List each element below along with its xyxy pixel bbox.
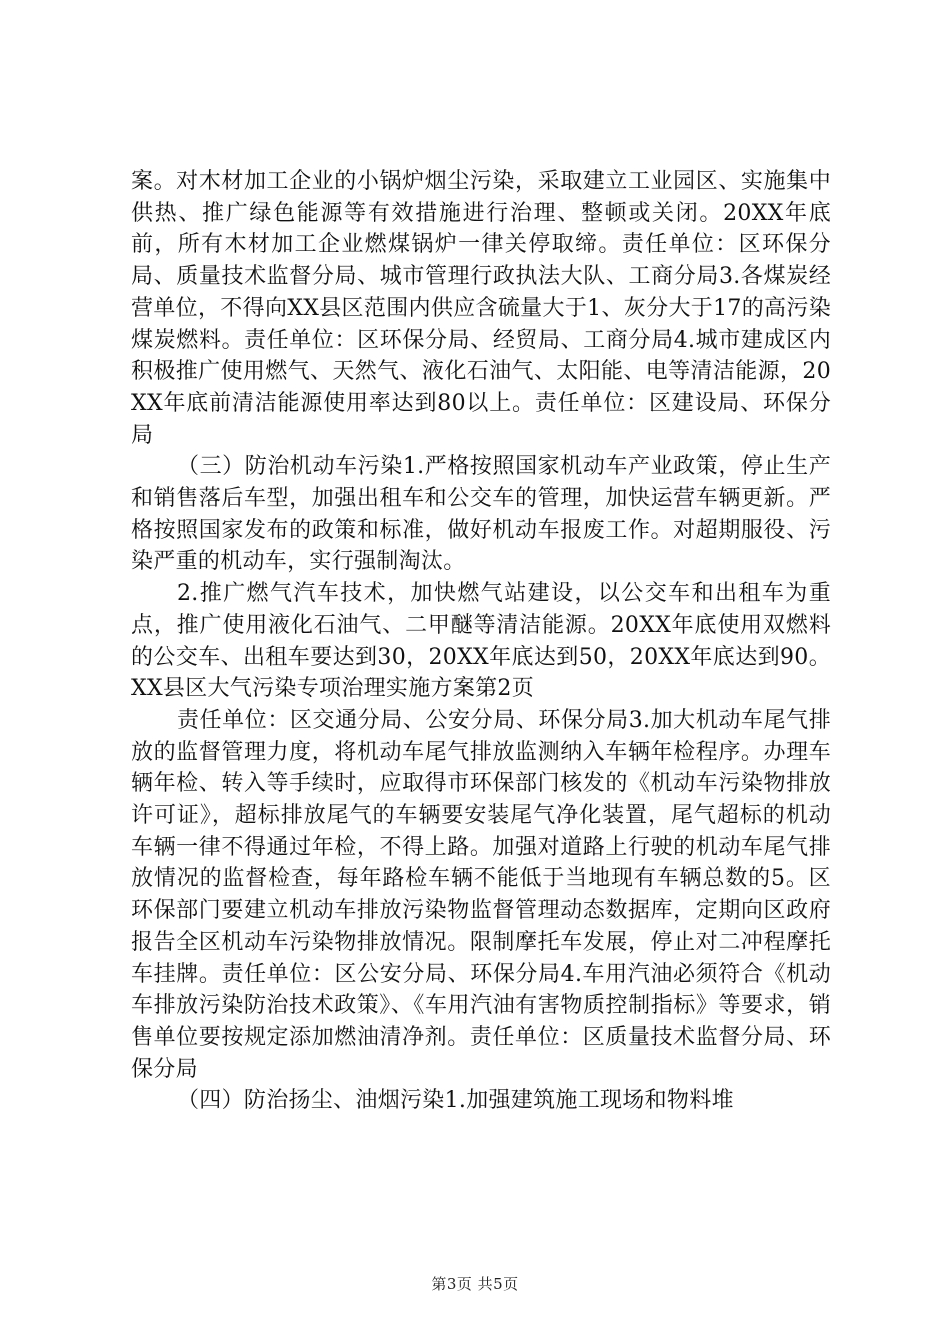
paragraph-5: （四）防治扬尘、油烟污染1.加强建筑施工现场和物料堆 bbox=[177, 1088, 734, 1114]
paragraph-4: 责任单位：区交通分局、公安分局、环保分局3.加大机动车尾气排放的监督管理力度，将机动车尾气排放监测纳入车辆年检程序。办理车辆年检、转入等手续时，应取得市环保部门核发的《机动车污染物排放许可证》，超标排放尾气的车辆要安装尾气净化装置，尾气超标的机动车辆一律不得通过年检，不得上路。加强对道路上行驶的机动车尾气排放情况的监督检查，每年路检车辆不能低于当地现有车辆总数的5。区环保部门要建立机动车排放污染物监督管理动态数据库，定期向区政府报告全区机动车污染物排放情况。限制摩托车发展，停止对二冲程摩托车挂牌。责任单位：区公安分局、环保分局4.车用汽油必须符合《机动车排放污染防治技术政策》、《车用汽油有害物质控制指标》等要求，销售单位要按规定添加燃油清净剂。责任单位：区质量技术监督分局、环保分局 bbox=[131, 707, 831, 1082]
page-footer: 第3页 共5页 bbox=[431, 1275, 519, 1293]
paragraph-3: 2.推广燃气汽车技术，加快燃气站建设，以公交车和出租车为重点，推广使用液化石油气、二甲醚等清洁能源。20XX年底使用双燃料的公交车、出租车要达到30，20XX年底达到50，20XX年底达到90。XX县区大气污染专项治理实施方案第2页 bbox=[131, 581, 831, 702]
paragraph-2: （三）防治机动车污染1.严格按照国家机动车产业政策，停止生产和销售落后车型，加强出租车和公交车的管理，加快运营车辆更新。严格按照国家发布的政策和标准，做好机动车报废工作。对超期服役、污染严重的机动车，实行强制淘汰。 bbox=[131, 454, 831, 575]
document-body bbox=[131, 166, 831, 1117]
paragraph-1: 案。对木材加工企业的小锅炉烟尘污染，采取建立工业园区、实施集中供热、推广绿色能源等有效措施进行治理、整顿或关闭。20XX年底前，所有木材加工企业燃煤锅炉一律关停取缔。责任单位：区环保分局、质量技术监督分局、城市管理行政执法大队、工商分局3.各煤炭经营单位，不得向XX县区范围内供应含硫量大于1、灰分大于17的高污染煤炭燃料。责任单位：区环保分局、经贸局、工商分局4.城市建成区内积极推广使用燃气、天然气、液化石油气、太阳能、电等清洁能源，20XX年底前清洁能源使用率达到80以上。责任单位：区建设局、环保分局 bbox=[131, 169, 831, 448]
